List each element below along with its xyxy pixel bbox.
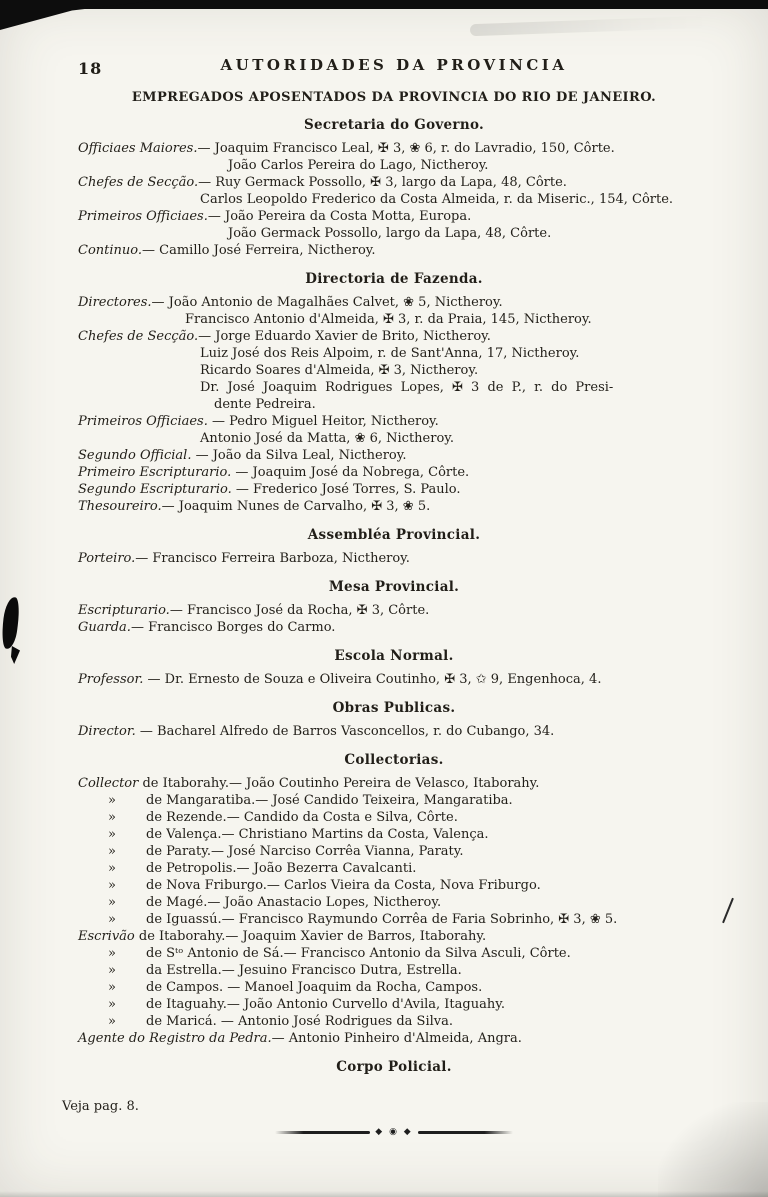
entry-text: Ricardo Soares d'Almeida, ✠ 3, Nictheroy. [200,363,479,378]
footer-note: Veja pag. 8. [62,1099,139,1114]
entry-line [60,311,728,328]
ditto-mark: » [108,878,116,893]
entry-line [60,826,728,843]
ditto-mark: » [108,912,116,927]
entry-line [60,894,728,911]
entry-role-label: Primeiro Escripturario. [78,465,232,480]
entry-role-label: Professor. [78,672,144,687]
section-heading: Corpo Policial. [336,1059,452,1075]
section-heading: Directoria de Fazenda. [305,271,483,287]
document-body [60,117,728,1075]
entry-line [60,157,728,174]
ornament-glyphs-icon: ◆ ◉ ◆ [375,1127,413,1137]
entry-line [60,430,728,447]
ornament-rule-right-icon [418,1131,513,1134]
entry-text: — Antonio Pinheiro d'Almeida, Angra. [271,1031,522,1046]
entry-text: — Ruy Germack Possollo, ✠ 3, largo da Lapa, 48, Côrte. [198,175,567,190]
entry-text: — Joaquim José da Nobrega, Côrte. [231,465,470,480]
page-number: 18 [78,59,103,78]
ditto-mark: » [108,980,116,995]
entry-text: Antonio José da Matta, ❀ 6, Nictheroy. [200,431,455,446]
scan-artifact-binding-blob [0,596,21,649]
entry-text: Carlos Leopoldo Frederico da Costa Almeida, r. da Miseric., 154, Côrte. [200,192,674,207]
entry-line [60,928,728,945]
entry-role-label: Primeiros Officiaes. [78,209,208,224]
entry-line [60,174,728,191]
entry-role-label: Continuo. [78,243,143,258]
entry-line [60,464,728,481]
entry-line [60,379,728,396]
entry-line [60,362,728,379]
entry-text: de Valença.— Christiano Martins da Costa, Valença. [146,827,489,842]
entry-line [60,775,728,792]
section-heading: Assembléa Provincial. [307,527,481,543]
entry-role-label: Collector [78,776,139,791]
entry-line [60,962,728,979]
ditto-mark: » [108,946,116,961]
ditto-mark: » [108,895,116,910]
entry-text: — Dr. Ernesto de Souza e Oliveira Coutinho, ✠ 3, ✩ 9, Engenhoca, 4. [143,672,602,687]
entry-line [60,602,728,619]
entry-role-label: Officiaes Maiores. [78,141,198,156]
entry-text: — Bacharel Alfredo de Barros Vasconcellos, r. do Cubango, 34. [135,724,555,739]
entry-line [60,225,728,242]
entry-line [60,208,728,225]
entry-text: de Itaborahy.— João Coutinho Pereira de Velasco, Itaborahy. [138,776,540,791]
running-head: AUTORIDADES DA PROVINCIA [220,56,568,74]
entry-role-label: Porteiro. [78,551,136,566]
entry-text: de Itaguahy.— João Antonio Curvello d'Avila, Itaguahy. [146,997,505,1012]
entry-line [60,413,728,430]
entry-role-label: Director. [78,724,136,739]
ornament-rule-left-icon [275,1131,370,1134]
entry-role-label: Chefes de Secção. [78,175,199,190]
entry-text: de Nova Friburgo.— Carlos Vieira da Costa, Nova Friburgo. [146,878,541,893]
section-heading: Mesa Provincial. [328,579,460,595]
entry-line [60,1013,728,1030]
entry-role-label: Segundo Escripturario. [78,482,232,497]
entry-role-label: Guarda. [78,620,131,635]
ditto-mark: » [108,844,116,859]
section-heading: Secretaria do Governo. [303,117,485,133]
entry-role-label: Primeiros Officiaes. [78,414,208,429]
entry-line [60,447,728,464]
scan-artifact-binding-blob-tail [11,646,20,664]
entry-line [60,191,728,208]
entry-text: João Carlos Pereira do Lago, Nictheroy. [228,158,489,173]
entry-text: — Camillo José Ferreira, Nictheroy. [142,243,376,258]
section-heading: Obras Publicas. [332,700,456,716]
entry-text: de Iguassú.— Francisco Raymundo Corrêa de Faria Sobrinho, ✠ 3, ❀ 5. [146,912,618,927]
entry-line [60,328,728,345]
entry-text: Dr. José Joaquim Rodrigues Lopes, ✠ 3 de P., r. do Presi- [200,380,614,395]
entry-line [60,550,728,567]
entry-line [60,945,728,962]
entry-text: da Estrella.— Jesuino Francisco Dutra, Estrella. [146,963,462,978]
entry-text: — Francisco Borges do Carmo. [130,620,336,635]
page-header [60,56,728,84]
entry-line [60,792,728,809]
entry-line [60,1030,728,1047]
entry-line [60,723,728,740]
entry-text: de Campos. — Manoel Joaquim da Rocha, Campos. [146,980,483,995]
entry-text: de Sᵗᵒ Antonio de Sá.— Francisco Antonio da Silva Asculi, Côrte. [146,946,571,961]
ditto-mark: » [108,1014,116,1029]
entry-line [60,140,728,157]
entry-line [60,671,728,688]
entry-text: — Francisco Ferreira Barboza, Nictheroy. [135,551,410,566]
entry-text: de Itaborahy.— Joaquim Xavier de Barros, Itaborahy. [134,929,487,944]
ditto-mark: » [108,963,116,978]
scan-artifact-streak [470,16,710,36]
entry-text: — Jorge Eduardo Xavier de Brito, Nictheroy. [198,329,491,344]
entry-line [60,481,728,498]
entry-line [60,996,728,1013]
entry-role-label: Chefes de Secção. [78,329,199,344]
entry-text: — Pedro Miguel Heitor, Nictheroy. [207,414,439,429]
end-ornament [60,1128,728,1137]
entry-line [60,877,728,894]
entry-line [60,911,728,928]
entry-line [60,860,728,877]
entry-line [60,619,728,636]
entry-line [60,294,728,311]
entry-line [60,809,728,826]
entry-text: Luiz José dos Reis Alpoim, r. de Sant'Anna, 17, Nictheroy. [200,346,580,361]
ditto-mark: » [108,997,116,1012]
entry-text: — Francisco José da Rocha, ✠ 3, Côrte. [169,603,430,618]
entry-text: João Germack Possollo, largo da Lapa, 48, Côrte. [228,226,552,241]
entry-text: — João Antonio de Magalhães Calvet, ❀ 5, Nictheroy. [151,295,503,310]
entry-line [60,242,728,259]
entry-role-label: Escripturario. [78,603,170,618]
entry-text: dente Pedreira. [214,397,316,412]
entry-role-label: Segundo Official. [78,448,192,463]
entry-line [60,843,728,860]
entry-line [60,345,728,362]
entry-text: — João Pereira da Costa Motta, Europa. [207,209,472,224]
entry-line [60,396,728,413]
entry-role-label: Agente do Registro da Pedra. [78,1031,272,1046]
entry-text: — Frederico José Torres, S. Paulo. [231,482,461,497]
entry-text: de Petropolis.— João Bezerra Cavalcanti. [146,861,417,876]
ditto-mark: » [108,810,116,825]
entry-text: Francisco Antonio d'Almeida, ✠ 3, r. da Praia, 145, Nictheroy. [185,312,592,327]
ditto-mark: » [108,861,116,876]
entry-role-label: Directores. [78,295,152,310]
entry-line [60,498,728,515]
entry-text: — João da Silva Leal, Nictheroy. [191,448,407,463]
entry-line [60,979,728,996]
entry-text: de Mangaratiba.— José Candido Teixeira, Mangaratiba. [146,793,513,808]
entry-text: — Joaquim Nunes de Carvalho, ✠ 3, ❀ 5. [161,499,431,514]
section-heading: Escola Normal. [334,648,454,664]
ditto-mark: » [108,827,116,842]
scan-artifact-bottom-edge [0,1191,768,1197]
section-heading: Collectorias. [344,752,444,768]
entry-text: — Joaquim Francisco Leal, ✠ 3, ❀ 6, r. do Lavradio, 150, Côrte. [197,141,615,156]
entry-role-label: Escrivão [78,929,135,944]
ditto-mark: » [108,793,116,808]
entry-role-label: Thesoureiro. [78,499,162,514]
document-title: EMPREGADOS APOSENTADOS DA PROVINCIA DO RIO DE JANEIRO. [131,90,657,105]
entry-text: de Magé.— João Anastacio Lopes, Nictheroy. [146,895,442,910]
entry-text: de Maricá. — Antonio José Rodrigues da Silva. [146,1014,453,1029]
scan-artifact-corner-shadow [658,1102,768,1197]
entry-text: de Rezende.— Candido da Costa e Silva, Côrte. [146,810,458,825]
entry-text: de Paraty.— José Narciso Corrêa Vianna, Paraty. [146,844,464,859]
